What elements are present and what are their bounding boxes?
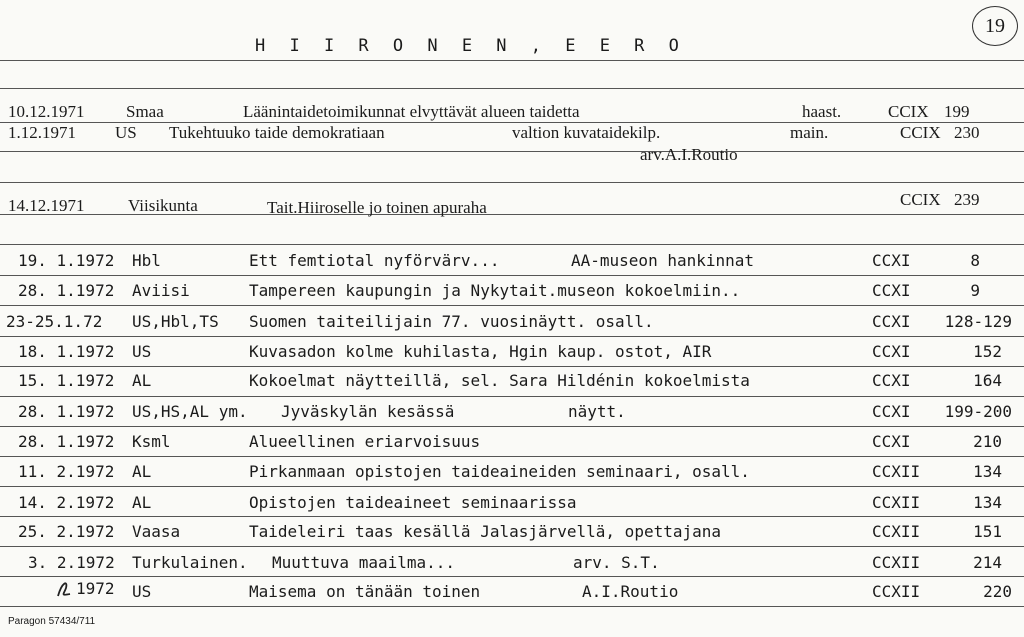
entry-source: Aviisi [132,281,190,300]
entry-page: 151 [973,522,1002,541]
entry-note: haast. [802,102,842,121]
entry-date: 1972 [76,579,115,598]
entry-page: 9 [970,281,980,300]
rule-line [0,396,1024,397]
handwritten-mark-icon [52,578,78,600]
entry-page: 134 [973,493,1002,512]
entry-page: 214 [973,553,1002,572]
entry-title: Tampereen kaupungin ja Nykytait.museon kokoelmiin.. [249,281,741,300]
printer-imprint: Paragon 57434/711 [8,616,96,627]
rule-line [0,366,1024,367]
entry-volume: CCIX [900,190,941,209]
entry-note: valtion kuvataidekilp. [512,123,661,142]
entry-page: 239 [954,190,980,209]
rule-line [0,305,1024,306]
entry-date: 3. 2.1972 [28,553,115,572]
entry-date: 15. 1.1972 [18,371,115,390]
entry-date: 14.12.1971 [8,196,85,215]
entry-title: Pirkanmaan opistojen taideaineiden seminaari, osall. [249,462,750,481]
rule-line [0,244,1024,245]
entry-page: 8 [970,251,980,270]
entry-title: Opistojen taideaineet seminaarissa [249,493,577,512]
entry-date: 14. 2.1972 [18,493,115,512]
entry-note: arv. S.T. [573,553,660,572]
entry-date: 1.12.1971 [8,123,76,142]
entry-volume: CCXII [872,462,921,481]
entry-page: 210 [973,432,1002,451]
entry-title: Jyväskylän kesässä [281,402,455,421]
entry-page: 164 [973,371,1002,390]
entry-volume: CCXII [872,522,921,541]
entry-page: 199 [944,102,970,121]
entry-title: Taideleiri taas kesällä Jalasjärvellä, opettajana [249,522,722,541]
rule-line [0,426,1024,427]
entry-date: 18. 1.1972 [18,342,115,361]
entry-volume: CCXI [872,432,911,451]
rule-line [0,606,1024,607]
entry-source: US,HS,AL ym. [132,402,248,421]
entry-note: näytt. [568,402,626,421]
entry-volume: CCXI [872,251,911,270]
entry-title: Ett femtiotal nyförvärv... [249,251,500,270]
entry-source: Turkulainen. [132,553,248,572]
entry-title: Maisema on tänään toinen [249,582,481,601]
entry-date: 19. 1.1972 [18,251,115,270]
entry-source: AL [132,493,152,512]
entry-title: Tait.Hiiroselle jo toinen apuraha [267,198,487,217]
entry-volume: CCXI [872,402,911,421]
entry-volume: CCIX [900,123,941,142]
entry-source: US [115,123,137,142]
entry-source: AL [132,462,152,481]
entry-volume: CCXI [872,281,911,300]
entry-volume: CCXII [872,493,921,512]
entry-volume: CCXI [872,371,911,390]
rule-line [0,486,1024,487]
entry-title: Kuvasadon kolme kuhilasta, Hgin kaup. ostot, AIR [249,342,712,361]
entry-date: 28. 1.1972 [18,402,115,421]
entry-date: 11. 2.1972 [18,462,115,481]
entry-volume: CCXII [872,553,921,572]
entry-source: US [132,582,152,601]
entry-reviewer: arv.A.I.Routio [640,145,738,164]
entry-source: Vaasa [132,522,181,541]
entry-page: 134 [973,462,1002,481]
rule-line [0,88,1024,89]
entry-page: 220 [983,582,1012,601]
rule-line [0,275,1024,276]
rule-line [0,546,1024,547]
entry-note-2: main. [790,123,829,142]
entry-source: Viisikunta [128,196,198,215]
entry-source: US [132,342,152,361]
card-title: H I I R O N E N , E E R O [255,36,686,56]
entry-title: Kokoelmat näytteillä, sel. Sara Hildénin kokoelmista [249,371,750,390]
rule-line [0,151,1024,152]
entry-title: Alueellinen eriarvoisuus [249,432,481,451]
entry-title: Läänintaidetoimikunnat elvyttävät alueen taidetta [243,102,580,121]
entry-volume: CCXII [872,582,921,601]
entry-source: Smaa [126,102,164,121]
entry-volume: CCXI [872,342,911,361]
rule-line [0,60,1024,61]
rule-line [0,182,1024,183]
entry-title: Tukehtuuko taide demokratiaan [169,123,385,142]
entry-date: 10.12.1971 [8,102,85,121]
entry-source: US,Hbl,TS [132,312,219,331]
entry-date: 28. 1.1972 [18,281,115,300]
entry-page: 128-129 [944,312,1012,331]
entry-page: 199-200 [944,402,1012,421]
entry-volume: CCXI [872,312,911,331]
rule-line [0,576,1024,577]
entry-note: AA-museon hankinnat [571,251,755,270]
entry-note: A.I.Routio [582,582,679,601]
entry-source: Ksml [132,432,171,451]
entry-title: Muuttuva maailma... [272,553,456,572]
entry-page: 152 [973,342,1002,361]
rule-line [0,516,1024,517]
entry-title: Suomen taiteilijain 77. vuosinäytt. osall. [249,312,654,331]
entry-source: Hbl [132,251,161,270]
card-number-badge: 19 [972,6,1018,46]
entry-date: 25. 2.1972 [18,522,115,541]
entry-volume: CCIX [888,102,929,121]
entry-date: 23-25.1.72 [6,312,103,331]
entry-source: AL [132,371,152,390]
rule-line [0,336,1024,337]
entry-date: 28. 1.1972 [18,432,115,451]
rule-line [0,456,1024,457]
entry-page: 230 [954,123,980,142]
